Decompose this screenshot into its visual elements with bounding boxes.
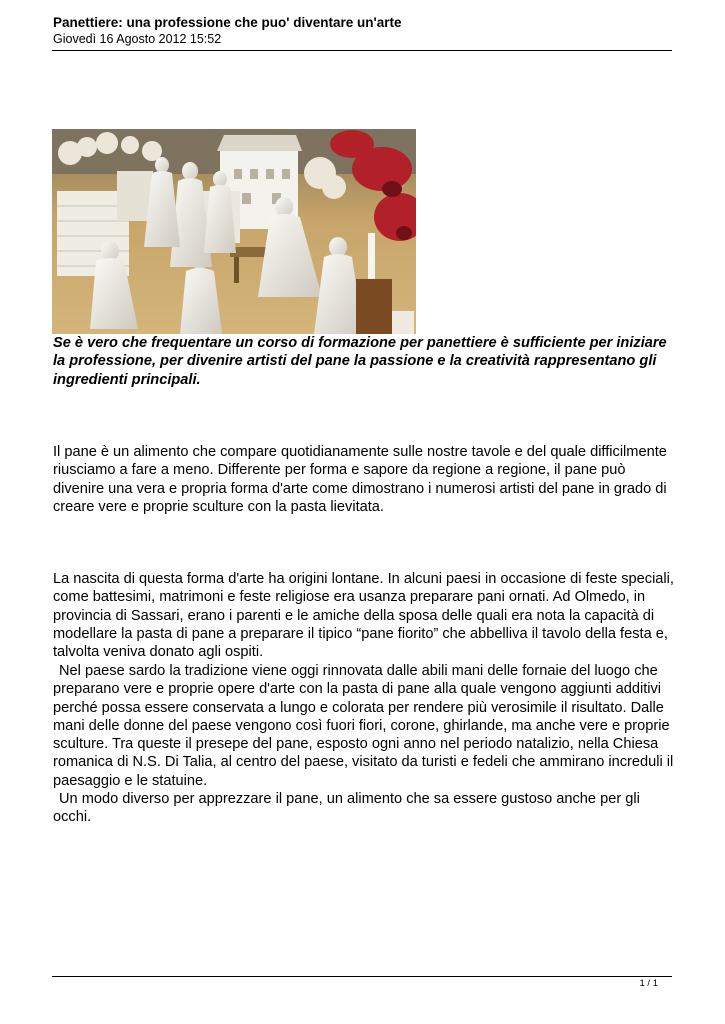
body-paragraph-4: Un modo diverso per apprezzare il pane, un alimento che sa essere gustoso anche per gli occhi. [53, 791, 640, 826]
document-title: Panettiere: una professione che puo' diventare un'arte [53, 15, 402, 30]
intro-paragraph: Se è vero che frequentare un corso di formazione per panettiere è sufficiente per iniziare la professione, per divenire artisti del pane la passione e la creatività rappresentano gli ingredienti principali. [53, 335, 667, 388]
document-date: Giovedì 16 Agosto 2012 15:52 [53, 32, 222, 46]
body-paragraph-1: Il pane è un alimento che compare quotidianamente sulle nostre tavole e del quale difficilmente riusciamo a fare a meno. Differente per forma e sapore da regione a regione, il pane può divenire una vera e propria forma d'arte come dimostrano i numerosi artisti del pane in grado di creare vere e proprie sculture con la pasta lievitata. [53, 444, 667, 515]
bread-nativity-photo [52, 129, 416, 334]
body-paragraph-3: Nel paese sardo la tradizione viene oggi rinnovata dalle abili mani delle fornaie del luogo che preparano vere e proprie opere d'arte con la pasta di pane alla quale vengono aggiunti additivi perché possa essere conservata a lungo e colorata per rendere più verosimile il risultato. Dalle mani delle donne del paese vengono così fuori fiori, corone, ghirlande, ma anche vere e proprie sculture. Tra queste il presepe del pane, esposto ogni anno nel periodo natalizio, nella Chiesa romanica di N.S. Di Talia, al centro del paese, visitato da turisti e fedeli che ammirano increduli il paesaggio e le statuine. [53, 663, 674, 789]
document-header [53, 14, 672, 47]
page-number: 1 / 1 [639, 978, 658, 989]
footer-divider [52, 976, 672, 977]
body-paragraph-2: La nascita di questa forma d'arte ha origini lontane. In alcuni paesi in occasione di feste speciali, come battesimi, matrimoni e feste religiose era usanza preparare pani ornati. Ad Olmedo, in provincia di Sassari, erano i parenti e le amiche della sposa delle quali era nota la capacità di modellare la pasta di pane a preparare il tipico “pane fiorito” che abbelliva il tavolo della festa e, talvolta veniva donato agli ospiti. [53, 571, 674, 661]
header-divider [52, 50, 672, 51]
